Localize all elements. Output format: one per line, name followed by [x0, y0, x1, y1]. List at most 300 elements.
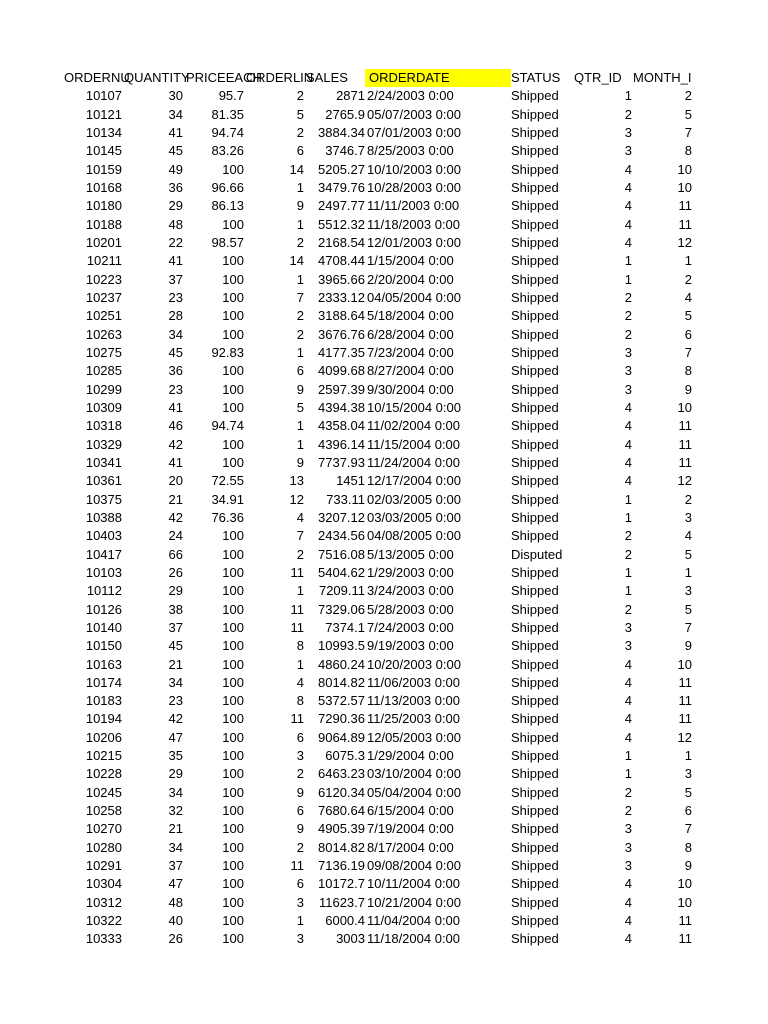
cell-orderline[interactable]: 7 [296, 289, 304, 305]
cell-quantity[interactable]: 32 [168, 803, 183, 819]
cell-orderdate[interactable]: 8/17/2004 0:00 [367, 839, 454, 855]
cell-priceeach[interactable]: 98.57 [211, 234, 244, 250]
cell-month-id[interactable]: 11 [678, 454, 692, 470]
cell-orderline[interactable]: 9 [296, 821, 304, 837]
cell-priceeach[interactable]: 100 [222, 289, 244, 305]
cell-quantity[interactable]: 66 [168, 546, 183, 562]
cell-status[interactable]: Shipped [511, 216, 559, 232]
cell-priceeach[interactable]: 100 [222, 436, 244, 452]
cell-month-id[interactable]: 3 [684, 509, 692, 525]
cell-quantity[interactable]: 29 [168, 198, 183, 214]
cell-quantity[interactable]: 49 [168, 161, 183, 177]
cell-orderdate[interactable]: 10/21/2004 0:00 [367, 894, 461, 910]
cell-priceeach[interactable]: 100 [222, 839, 244, 855]
cell-ordernumber[interactable]: 10206 [85, 729, 122, 745]
cell-quantity[interactable]: 21 [168, 821, 183, 837]
cell-orderline[interactable]: 2 [296, 839, 304, 855]
cell-status[interactable]: Disputed [511, 546, 563, 562]
cell-month-id[interactable]: 1 [684, 253, 692, 269]
cell-orderline[interactable]: 9 [296, 784, 304, 800]
cell-orderdate[interactable]: 05/07/2003 0:00 [367, 106, 461, 122]
cell-orderline[interactable]: 6 [296, 876, 304, 892]
cell-priceeach[interactable]: 100 [222, 748, 244, 764]
cell-quantity[interactable]: 37 [168, 271, 183, 287]
cell-orderdate[interactable]: 3/24/2003 0:00 [367, 583, 454, 599]
cell-status[interactable]: Shipped [511, 253, 559, 269]
cell-month-id[interactable]: 12 [677, 234, 692, 250]
cell-sales[interactable]: 3479.76 [318, 179, 365, 195]
cell-status[interactable]: Shipped [511, 564, 559, 580]
cell-qtr-id[interactable]: 4 [624, 234, 632, 250]
cell-status[interactable]: Shipped [511, 528, 559, 544]
cell-quantity[interactable]: 47 [168, 876, 183, 892]
cell-qtr-id[interactable]: 4 [624, 454, 632, 470]
cell-sales[interactable]: 2168.54 [318, 234, 365, 250]
cell-priceeach[interactable]: 100 [222, 803, 244, 819]
cell-priceeach[interactable]: 100 [222, 271, 244, 287]
cell-priceeach[interactable]: 76.36 [211, 509, 244, 525]
cell-orderline[interactable]: 3 [296, 894, 304, 910]
cell-orderline[interactable]: 6 [296, 143, 304, 159]
cell-orderline[interactable]: 14 [289, 161, 304, 177]
cell-month-id[interactable]: 11 [678, 711, 692, 727]
cell-status[interactable]: Shipped [511, 656, 559, 672]
cell-month-id[interactable]: 2 [684, 491, 692, 507]
cell-priceeach[interactable]: 94.74 [211, 418, 244, 434]
cell-ordernumber[interactable]: 10291 [85, 858, 122, 874]
cell-priceeach[interactable]: 100 [222, 931, 244, 947]
header-orderline[interactable]: ORDERLIN [246, 70, 314, 85]
cell-orderdate[interactable]: 8/25/2003 0:00 [367, 143, 454, 159]
cell-sales[interactable]: 7209.11 [318, 583, 365, 599]
cell-qtr-id[interactable]: 1 [624, 583, 632, 599]
cell-sales[interactable]: 2333.12 [318, 289, 365, 305]
cell-month-id[interactable]: 2 [684, 88, 692, 104]
cell-status[interactable]: Shipped [511, 839, 559, 855]
cell-qtr-id[interactable]: 4 [624, 198, 632, 214]
cell-quantity[interactable]: 34 [168, 784, 183, 800]
cell-priceeach[interactable]: 100 [222, 784, 244, 800]
cell-qtr-id[interactable]: 4 [624, 876, 632, 892]
cell-ordernumber[interactable]: 10285 [85, 363, 122, 379]
cell-quantity[interactable]: 45 [168, 143, 183, 159]
cell-sales[interactable]: 3188.64 [318, 308, 365, 324]
cell-priceeach[interactable]: 100 [222, 564, 244, 580]
cell-orderline[interactable]: 1 [296, 344, 304, 360]
cell-orderdate[interactable]: 05/04/2004 0:00 [367, 784, 461, 800]
cell-ordernumber[interactable]: 10126 [85, 601, 122, 617]
cell-priceeach[interactable]: 100 [222, 326, 244, 342]
cell-status[interactable]: Shipped [511, 271, 559, 287]
cell-orderline[interactable]: 6 [296, 729, 304, 745]
cell-sales[interactable]: 1451 [336, 473, 365, 489]
cell-qtr-id[interactable]: 2 [624, 546, 632, 562]
cell-orderdate[interactable]: 1/15/2004 0:00 [367, 253, 454, 269]
cell-orderline[interactable]: 11 [290, 564, 304, 580]
cell-month-id[interactable]: 11 [678, 216, 692, 232]
cell-priceeach[interactable]: 100 [222, 363, 244, 379]
cell-orderdate[interactable]: 7/19/2004 0:00 [367, 821, 454, 837]
cell-sales[interactable]: 4905.39 [318, 821, 365, 837]
cell-ordernumber[interactable]: 10201 [85, 234, 122, 250]
cell-sales[interactable]: 7374.1 [325, 619, 365, 635]
cell-orderdate[interactable]: 2/20/2004 0:00 [367, 271, 454, 287]
cell-ordernumber[interactable]: 10188 [85, 216, 122, 232]
cell-month-id[interactable]: 10 [677, 179, 692, 195]
cell-sales[interactable]: 5512.32 [318, 216, 365, 232]
cell-sales[interactable]: 5205.27 [318, 161, 365, 177]
cell-qtr-id[interactable]: 1 [624, 564, 632, 580]
cell-quantity[interactable]: 21 [168, 656, 183, 672]
cell-quantity[interactable]: 48 [168, 894, 183, 910]
cell-status[interactable]: Shipped [511, 161, 559, 177]
cell-orderdate[interactable]: 5/13/2005 0:00 [367, 546, 454, 562]
cell-sales[interactable]: 2434.56 [318, 528, 365, 544]
cell-orderline[interactable]: 14 [289, 253, 304, 269]
cell-ordernumber[interactable]: 10159 [85, 161, 122, 177]
cell-qtr-id[interactable]: 4 [624, 161, 632, 177]
cell-sales[interactable]: 6075.3 [325, 748, 365, 764]
cell-ordernumber[interactable]: 10375 [85, 491, 122, 507]
cell-status[interactable]: Shipped [511, 674, 559, 690]
cell-ordernumber[interactable]: 10121 [85, 106, 122, 122]
cell-sales[interactable]: 4394.38 [318, 399, 365, 415]
cell-orderline[interactable]: 11 [290, 858, 304, 874]
cell-quantity[interactable]: 38 [168, 601, 183, 617]
cell-month-id[interactable]: 9 [684, 638, 692, 654]
cell-qtr-id[interactable]: 4 [624, 913, 632, 929]
cell-status[interactable]: Shipped [511, 748, 559, 764]
cell-ordernumber[interactable]: 10341 [85, 454, 122, 470]
cell-orderdate[interactable]: 12/17/2004 0:00 [367, 473, 461, 489]
cell-status[interactable]: Shipped [511, 491, 559, 507]
cell-qtr-id[interactable]: 3 [624, 363, 632, 379]
cell-status[interactable]: Shipped [511, 858, 559, 874]
cell-priceeach[interactable]: 96.66 [211, 179, 244, 195]
cell-qtr-id[interactable]: 3 [624, 381, 632, 397]
cell-sales[interactable]: 10993.5 [318, 638, 365, 654]
cell-ordernumber[interactable]: 10245 [85, 784, 122, 800]
cell-priceeach[interactable]: 100 [222, 454, 244, 470]
cell-month-id[interactable]: 10 [677, 399, 692, 415]
cell-month-id[interactable]: 11 [678, 693, 692, 709]
cell-orderdate[interactable]: 09/08/2004 0:00 [367, 858, 461, 874]
cell-qtr-id[interactable]: 4 [624, 436, 632, 452]
cell-orderline[interactable]: 6 [296, 803, 304, 819]
cell-qtr-id[interactable]: 4 [624, 693, 632, 709]
cell-sales[interactable]: 6000.4 [325, 913, 365, 929]
cell-orderdate[interactable]: 03/10/2004 0:00 [367, 766, 461, 782]
cell-status[interactable]: Shipped [511, 913, 559, 929]
cell-orderline[interactable]: 11 [290, 711, 304, 727]
cell-quantity[interactable]: 23 [168, 289, 183, 305]
cell-ordernumber[interactable]: 10163 [85, 656, 122, 672]
cell-orderline[interactable]: 2 [296, 308, 304, 324]
cell-month-id[interactable]: 10 [677, 656, 692, 672]
cell-ordernumber[interactable]: 10237 [85, 289, 122, 305]
cell-status[interactable]: Shipped [511, 436, 559, 452]
cell-status[interactable]: Shipped [511, 693, 559, 709]
cell-qtr-id[interactable]: 3 [624, 858, 632, 874]
cell-sales[interactable]: 3884.34 [318, 124, 365, 140]
cell-quantity[interactable]: 36 [168, 363, 183, 379]
cell-orderdate[interactable]: 2/24/2003 0:00 [367, 88, 454, 104]
cell-status[interactable]: Shipped [511, 509, 559, 525]
header-orderdate[interactable]: ORDERDATE [365, 69, 511, 87]
cell-month-id[interactable]: 7 [684, 821, 692, 837]
cell-status[interactable]: Shipped [511, 876, 559, 892]
cell-orderdate[interactable]: 11/06/2003 0:00 [367, 674, 461, 690]
cell-qtr-id[interactable]: 3 [624, 638, 632, 654]
cell-month-id[interactable]: 10 [677, 876, 692, 892]
cell-ordernumber[interactable]: 10223 [85, 271, 122, 287]
cell-orderdate[interactable]: 03/03/2005 0:00 [367, 509, 461, 525]
cell-orderdate[interactable]: 12/05/2003 0:00 [367, 729, 461, 745]
cell-ordernumber[interactable]: 10263 [85, 326, 122, 342]
cell-ordernumber[interactable]: 10329 [85, 436, 122, 452]
cell-quantity[interactable]: 23 [168, 381, 183, 397]
cell-sales[interactable]: 3676.76 [318, 326, 365, 342]
cell-status[interactable]: Shipped [511, 106, 559, 122]
cell-orderdate[interactable]: 11/25/2003 0:00 [367, 711, 461, 727]
cell-month-id[interactable]: 5 [684, 546, 692, 562]
cell-priceeach[interactable]: 100 [222, 876, 244, 892]
cell-quantity[interactable]: 28 [168, 308, 183, 324]
cell-priceeach[interactable]: 100 [222, 161, 244, 177]
cell-quantity[interactable]: 30 [168, 88, 183, 104]
cell-orderline[interactable]: 4 [296, 509, 304, 525]
cell-status[interactable]: Shipped [511, 638, 559, 654]
cell-sales[interactable]: 2597.39 [318, 381, 365, 397]
cell-sales[interactable]: 3207.12 [318, 509, 365, 525]
cell-orderdate[interactable]: 07/01/2003 0:00 [367, 124, 461, 140]
cell-orderdate[interactable]: 11/04/2004 0:00 [367, 913, 461, 929]
cell-ordernumber[interactable]: 10258 [85, 803, 122, 819]
cell-sales[interactable]: 5372.57 [318, 693, 365, 709]
cell-status[interactable]: Shipped [511, 803, 559, 819]
cell-month-id[interactable]: 12 [677, 729, 692, 745]
cell-quantity[interactable]: 26 [168, 564, 183, 580]
cell-orderline[interactable]: 5 [296, 399, 304, 415]
cell-orderline[interactable]: 2 [296, 326, 304, 342]
cell-qtr-id[interactable]: 3 [624, 143, 632, 159]
cell-qtr-id[interactable]: 2 [624, 528, 632, 544]
cell-quantity[interactable]: 35 [168, 748, 183, 764]
cell-quantity[interactable]: 26 [168, 931, 183, 947]
cell-priceeach[interactable]: 100 [222, 711, 244, 727]
cell-status[interactable]: Shipped [511, 473, 559, 489]
cell-orderdate[interactable]: 04/08/2005 0:00 [367, 528, 461, 544]
cell-sales[interactable]: 3746.7 [325, 143, 365, 159]
cell-qtr-id[interactable]: 3 [624, 839, 632, 855]
cell-orderdate[interactable]: 11/13/2003 0:00 [367, 693, 461, 709]
cell-orderdate[interactable]: 6/28/2004 0:00 [367, 326, 454, 342]
cell-orderdate[interactable]: 02/03/2005 0:00 [367, 491, 461, 507]
cell-status[interactable]: Shipped [511, 88, 559, 104]
cell-qtr-id[interactable]: 1 [624, 491, 632, 507]
cell-qtr-id[interactable]: 2 [624, 803, 632, 819]
cell-orderline[interactable]: 2 [296, 124, 304, 140]
cell-ordernumber[interactable]: 10112 [86, 583, 122, 599]
cell-orderdate[interactable]: 10/20/2003 0:00 [367, 656, 461, 672]
cell-qtr-id[interactable]: 1 [624, 766, 632, 782]
cell-month-id[interactable]: 11 [678, 198, 692, 214]
cell-orderline[interactable]: 2 [296, 546, 304, 562]
cell-quantity[interactable]: 41 [168, 124, 183, 140]
cell-quantity[interactable]: 34 [168, 674, 183, 690]
cell-quantity[interactable]: 41 [168, 454, 183, 470]
cell-orderline[interactable]: 11 [290, 619, 304, 635]
cell-orderdate[interactable]: 10/15/2004 0:00 [367, 399, 461, 415]
cell-sales[interactable]: 6463.23 [318, 766, 365, 782]
cell-priceeach[interactable]: 95.7 [218, 88, 244, 104]
cell-qtr-id[interactable]: 3 [624, 619, 632, 635]
cell-sales[interactable]: 7329.06 [318, 601, 365, 617]
cell-orderdate[interactable]: 11/11/2003 0:00 [367, 198, 460, 214]
cell-orderline[interactable]: 2 [296, 766, 304, 782]
cell-qtr-id[interactable]: 4 [624, 931, 632, 947]
cell-month-id[interactable]: 8 [684, 363, 692, 379]
cell-priceeach[interactable]: 100 [222, 216, 244, 232]
cell-month-id[interactable]: 7 [684, 619, 692, 635]
cell-ordernumber[interactable]: 10107 [85, 88, 122, 104]
cell-priceeach[interactable]: 100 [222, 638, 244, 654]
cell-orderdate[interactable]: 5/28/2003 0:00 [367, 601, 454, 617]
cell-status[interactable]: Shipped [511, 198, 559, 214]
cell-qtr-id[interactable]: 3 [624, 344, 632, 360]
cell-sales[interactable]: 7680.64 [318, 803, 365, 819]
cell-quantity[interactable]: 42 [168, 436, 183, 452]
cell-qtr-id[interactable]: 1 [624, 509, 632, 525]
cell-month-id[interactable]: 10 [677, 161, 692, 177]
cell-sales[interactable]: 7290.36 [318, 711, 365, 727]
cell-sales[interactable]: 10172.7 [318, 876, 365, 892]
cell-month-id[interactable]: 4 [684, 528, 692, 544]
cell-priceeach[interactable]: 100 [222, 601, 244, 617]
cell-status[interactable]: Shipped [511, 784, 559, 800]
cell-sales[interactable]: 7737.93 [318, 454, 365, 470]
cell-qtr-id[interactable]: 2 [624, 326, 632, 342]
cell-ordernumber[interactable]: 10251 [85, 308, 122, 324]
cell-month-id[interactable]: 6 [684, 803, 692, 819]
cell-orderline[interactable]: 12 [289, 491, 304, 507]
cell-quantity[interactable]: 21 [168, 491, 183, 507]
cell-ordernumber[interactable]: 10417 [85, 546, 122, 562]
cell-ordernumber[interactable]: 10180 [85, 198, 122, 214]
cell-orderdate[interactable]: 7/23/2004 0:00 [367, 344, 454, 360]
cell-orderline[interactable]: 1 [296, 656, 304, 672]
cell-orderdate[interactable]: 11/18/2003 0:00 [367, 216, 461, 232]
cell-orderline[interactable]: 8 [296, 638, 304, 654]
cell-status[interactable]: Shipped [511, 729, 559, 745]
cell-ordernumber[interactable]: 10183 [85, 693, 122, 709]
cell-priceeach[interactable]: 100 [222, 656, 244, 672]
cell-status[interactable]: Shipped [511, 289, 559, 305]
cell-priceeach[interactable]: 100 [222, 546, 244, 562]
header-ordernumber[interactable]: ORDERNU [64, 70, 130, 85]
cell-orderline[interactable]: 11 [290, 601, 304, 617]
cell-ordernumber[interactable]: 10145 [85, 143, 122, 159]
cell-month-id[interactable]: 7 [684, 124, 692, 140]
cell-quantity[interactable]: 29 [168, 766, 183, 782]
cell-orderline[interactable]: 9 [296, 454, 304, 470]
cell-month-id[interactable]: 11 [678, 931, 692, 947]
cell-ordernumber[interactable]: 10140 [85, 619, 122, 635]
cell-month-id[interactable]: 9 [684, 381, 692, 397]
cell-quantity[interactable]: 37 [168, 858, 183, 874]
cell-orderdate[interactable]: 11/18/2004 0:00 [367, 931, 461, 947]
cell-month-id[interactable]: 3 [684, 766, 692, 782]
cell-orderdate[interactable]: 5/18/2004 0:00 [367, 308, 454, 324]
cell-qtr-id[interactable]: 1 [624, 748, 632, 764]
cell-ordernumber[interactable]: 10134 [85, 124, 122, 140]
cell-priceeach[interactable]: 100 [222, 619, 244, 635]
cell-priceeach[interactable]: 100 [222, 399, 244, 415]
cell-quantity[interactable]: 24 [168, 528, 183, 544]
cell-priceeach[interactable]: 100 [222, 913, 244, 929]
header-priceeach[interactable]: PRICEEACH [186, 70, 262, 85]
cell-status[interactable]: Shipped [511, 821, 559, 837]
cell-month-id[interactable]: 11 [678, 418, 692, 434]
cell-ordernumber[interactable]: 10103 [85, 564, 122, 580]
cell-sales[interactable]: 4396.14 [318, 436, 365, 452]
cell-status[interactable]: Shipped [511, 326, 559, 342]
cell-sales[interactable]: 4177.35 [318, 344, 365, 360]
cell-sales[interactable]: 4708.44 [318, 253, 365, 269]
cell-ordernumber[interactable]: 10270 [85, 821, 122, 837]
cell-month-id[interactable]: 5 [684, 601, 692, 617]
cell-qtr-id[interactable]: 3 [624, 821, 632, 837]
cell-ordernumber[interactable]: 10304 [85, 876, 122, 892]
cell-status[interactable]: Shipped [511, 454, 559, 470]
cell-status[interactable]: Shipped [511, 234, 559, 250]
cell-ordernumber[interactable]: 10361 [85, 473, 122, 489]
cell-quantity[interactable]: 34 [168, 106, 183, 122]
cell-orderline[interactable]: 1 [296, 436, 304, 452]
cell-quantity[interactable]: 42 [168, 509, 183, 525]
cell-ordernumber[interactable]: 10322 [85, 913, 122, 929]
header-quantity[interactable]: QUANTITY [124, 70, 190, 85]
cell-quantity[interactable]: 40 [168, 913, 183, 929]
cell-orderdate[interactable]: 9/19/2003 0:00 [367, 638, 454, 654]
cell-status[interactable]: Shipped [511, 381, 559, 397]
cell-orderdate[interactable]: 04/05/2004 0:00 [367, 289, 461, 305]
cell-priceeach[interactable]: 83.26 [211, 143, 244, 159]
cell-ordernumber[interactable]: 10168 [85, 179, 122, 195]
cell-orderline[interactable]: 13 [289, 473, 304, 489]
cell-orderdate[interactable]: 11/24/2004 0:00 [367, 454, 461, 470]
cell-month-id[interactable]: 3 [684, 583, 692, 599]
cell-quantity[interactable]: 41 [168, 253, 183, 269]
cell-orderdate[interactable]: 6/15/2004 0:00 [367, 803, 454, 819]
cell-priceeach[interactable]: 100 [222, 583, 244, 599]
cell-sales[interactable]: 7516.08 [318, 546, 365, 562]
cell-priceeach[interactable]: 100 [222, 308, 244, 324]
cell-status[interactable]: Shipped [511, 619, 559, 635]
header-status[interactable]: STATUS [511, 70, 561, 85]
cell-quantity[interactable]: 48 [168, 216, 183, 232]
cell-priceeach[interactable]: 100 [222, 381, 244, 397]
cell-ordernumber[interactable]: 10309 [85, 399, 122, 415]
cell-month-id[interactable]: 8 [684, 839, 692, 855]
cell-sales[interactable]: 4860.24 [318, 656, 365, 672]
cell-priceeach[interactable]: 100 [222, 894, 244, 910]
cell-qtr-id[interactable]: 2 [624, 289, 632, 305]
cell-month-id[interactable]: 9 [684, 858, 692, 874]
cell-ordernumber[interactable]: 10299 [85, 381, 122, 397]
cell-orderdate[interactable]: 12/01/2003 0:00 [367, 234, 461, 250]
cell-qtr-id[interactable]: 2 [624, 601, 632, 617]
